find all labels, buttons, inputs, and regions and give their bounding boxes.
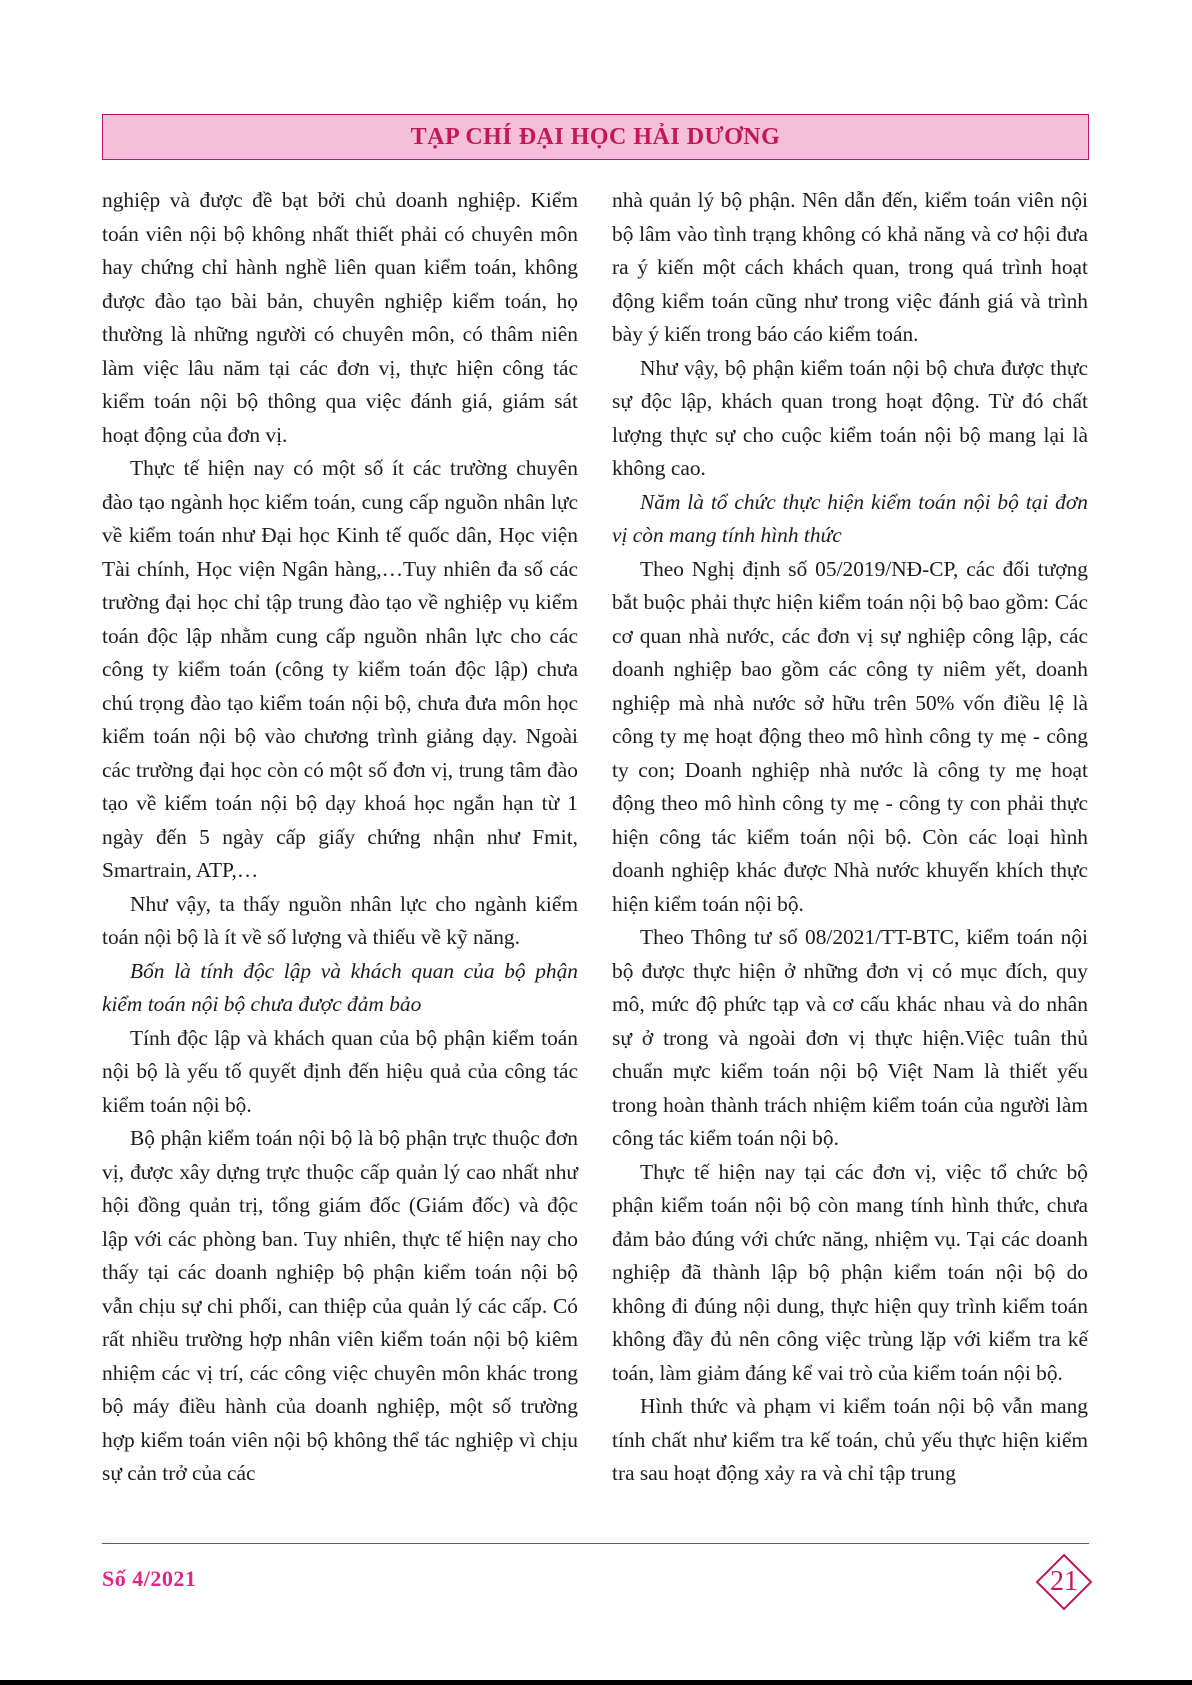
- right-column: [612, 184, 1088, 1491]
- issue-number: Số 4/2021: [102, 1566, 197, 1591]
- scan-edge-bar: [0, 1680, 1192, 1685]
- section-heading: Bốn là tính độc lập và khách quan của bộ phận kiểm toán nội bộ chưa được đảm bảo: [102, 958, 578, 1016]
- paragraph: Như vậy, ta thấy nguồn nhân lực cho ngành kiểm toán nội bộ là ít về số lượng và thiếu về kỹ năng.: [102, 891, 578, 949]
- paragraph: Tính độc lập và khách quan của bộ phận kiểm toán nội bộ là yếu tố quyết định đến hiệu quả của công tác kiểm toán nội bộ.: [102, 1025, 578, 1117]
- paragraph: Theo Nghị định số 05/2019/NĐ-CP, các đối tượng bắt buộc phải thực hiện kiểm toán nội bộ bao gồm: Các cơ quan nhà nước, các đơn vị sự nghiệp công lập, các doanh nghiệp bao gồm các công ty niêm yết, doanh nghiệp mà nhà nước sở hữu trên 50% vốn điều lệ là công ty mẹ hoạt động theo mô hình công ty mẹ - công ty con; Doanh nghiệp nhà nước là công ty mẹ hoạt động theo mô hình công ty mẹ - công ty con phải thực hiện công tác kiểm toán nội bộ. Còn các loại hình doanh nghiệp khác được Nhà nước khuyến khích thực hiện kiểm toán nội bộ.: [612, 556, 1088, 916]
- left-column: [102, 184, 578, 1491]
- paragraph: Thực tế hiện nay có một số ít các trường chuyên đào tạo ngành học kiểm toán, cung cấp nguồn nhân lực về kiểm toán như Đại học Kinh tế quốc dân, Học viện Tài chính, Học viện Ngân hàng,…Tuy nhiên đa số các trường đại học chỉ tập trung đào tạo về nghiệp vụ kiểm toán độc lập nhằm cung cấp nguồn nhân lực cho các công ty kiểm toán (công ty kiểm toán độc lập) chưa chú trọng đào tạo kiểm toán nội bộ, chưa đưa môn học kiểm toán nội bộ vào chương trình giảng dạy. Ngoài các trường đại học còn có một số đơn vị, trung tâm đào tạo về kiểm toán nội bộ dạy khoá học ngắn hạn từ 1 ngày đến 5 ngày cấp giấy chứng nhận như Fmit, Smartrain, ATP,…: [102, 456, 578, 882]
- page-number: 21: [1050, 1566, 1078, 1597]
- page-number-badge: [1035, 1553, 1093, 1611]
- paragraph: Theo Thông tư số 08/2021/TT-BTC, kiểm toán nội bộ được thực hiện ở những đơn vị có mục đích, quy mô, mức độ phức tạp và cơ cấu khác nhau và do nhân sự ở trong và ngoài đơn vị thực hiện.Việc tuân thủ chuẩn mực kiểm toán nội bộ Việt Nam là thiết yếu trong hoàn thành trách nhiệm kiểm toán của người làm công tác kiểm toán nội bộ.: [612, 925, 1088, 1150]
- journal-title: TẠP CHÍ ĐẠI HỌC HẢI DƯƠNG: [410, 123, 781, 150]
- paragraph: Thực tế hiện nay tại các đơn vị, việc tổ chức bộ phận kiểm toán nội bộ còn mang tính hình thức, chưa đảm bảo đúng với chức năng, nhiệm vụ. Tại các doanh nghiệp đã thành lập bộ phận kiểm toán nội bộ do không đi đúng nội dung, thực hiện quy trình kiểm toán không đầy đủ nên công việc trùng lặp với kiểm tra kế toán, làm giảm đáng kể vai trò của kiểm toán nội bộ.: [612, 1159, 1088, 1385]
- journal-header-banner: [102, 114, 1089, 160]
- paragraph: nghiệp và được đề bạt bởi chủ doanh nghiệp. Kiểm toán viên nội bộ không nhất thiết phải có chuyên môn hay chứng chỉ hành nghề liên quan kiểm toán, không được đào tạo bài bản, chuyên nghiệp kiểm toán, họ thường là những người có chuyên môn, có thâm niên làm việc lâu năm tại các đơn vị, thực hiện công tác kiểm toán nội bộ thông qua việc đánh giá, giám sát hoạt động của đơn vị.: [102, 188, 578, 447]
- paragraph: Hình thức và phạm vi kiểm toán nội bộ vẫn mang tính chất như kiểm tra kế toán, chủ yếu thực hiện kiểm tra sau hoạt động xảy ra và chỉ tập trung: [612, 1394, 1088, 1485]
- paragraph: Bộ phận kiểm toán nội bộ là bộ phận trực thuộc đơn vị, được xây dựng trực thuộc cấp quản lý cao nhất như hội đồng quản trị, tổng giám đốc (Giám đốc) và độc lập với các phòng ban. Tuy nhiên, thực tế hiện nay cho thấy tại các doanh nghiệp bộ phận kiểm toán nội bộ vẫn chịu sự chi phối, can thiệp của quản lý các cấp. Có rất nhiều trường hợp nhân viên kiểm toán nội bộ kiêm nhiệm các vị trí, các công việc chuyên môn khác trong bộ máy điều hành của doanh nghiệp, một số trường hợp kiểm toán viên nội bộ không thể tác nghiệp vì chịu sự cản trở của các: [102, 1126, 578, 1485]
- paragraph: Như vậy, bộ phận kiểm toán nội bộ chưa được thực sự độc lập, khách quan trong hoạt động. Từ đó chất lượng thực sự cho cuộc kiểm toán nội bộ mang lại là không cao.: [612, 355, 1088, 480]
- section-heading: Năm là tổ chức thực hiện kiểm toán nội bộ tại đơn vị còn mang tính hình thức: [612, 489, 1088, 547]
- paragraph: nhà quản lý bộ phận. Nên dẫn đến, kiểm toán viên nội bộ lâm vào tình trạng không có khả năng và cơ hội đưa ra ý kiến một cách khách quan, trong quá trình hoạt động kiểm toán cũng như trong việc đánh giá và trình bày ý kiến trong báo cáo kiểm toán.: [612, 188, 1088, 346]
- footer-divider: [102, 1543, 1089, 1544]
